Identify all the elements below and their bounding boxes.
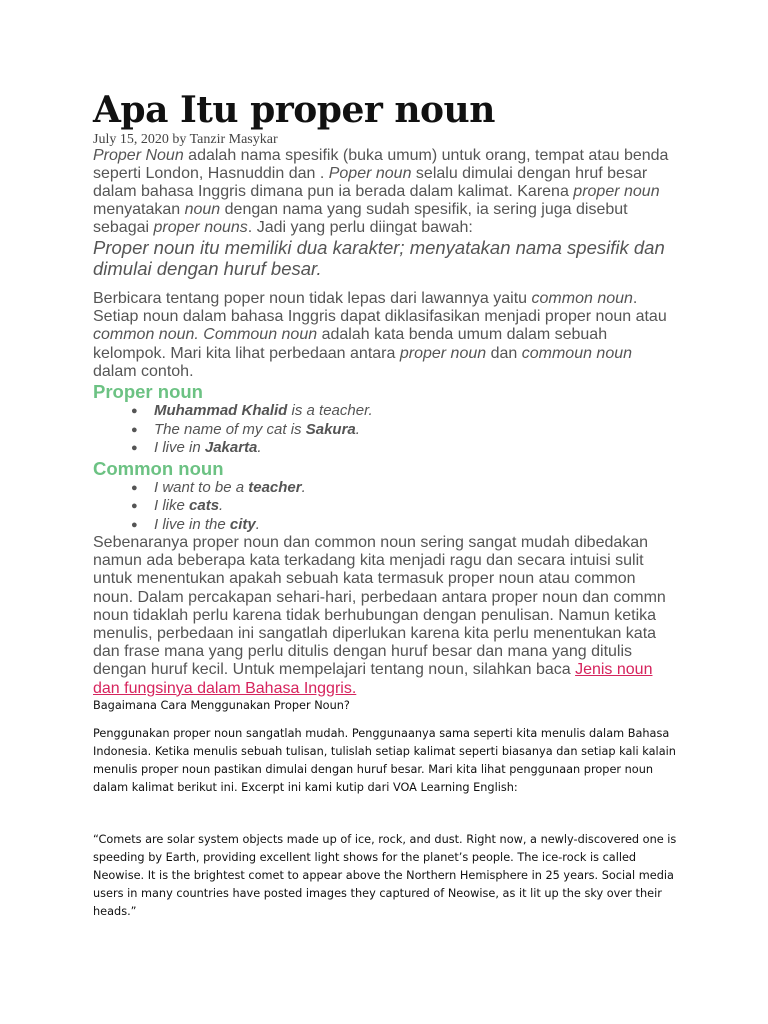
article-byline: July 15, 2020 by Tanzir Masykar	[93, 132, 278, 147]
list-item	[131, 402, 678, 421]
article	[93, 88, 678, 921]
bullet-icon: ●	[131, 442, 138, 455]
p2-italic-2: common noun. Commoun noun	[93, 326, 318, 344]
difference-paragraph	[93, 534, 678, 698]
noun-types-link[interactable]: Jenis noun dan fungsinya dalam Bahasa Inggris.	[93, 661, 653, 697]
intro-text-3: menyatakan	[93, 201, 185, 218]
common-noun-paragraph	[93, 290, 678, 381]
intro-paragraph	[93, 147, 678, 237]
example-bold: Sakura	[305, 420, 356, 438]
example-text: I like	[154, 497, 190, 515]
common-noun-heading: Common noun	[93, 457, 224, 479]
list-item	[131, 420, 678, 440]
list-item	[131, 478, 678, 498]
example-text: I live in	[154, 439, 205, 457]
example-bold: Muhammad Khalid	[154, 402, 288, 420]
bullet-icon: ●	[131, 423, 138, 436]
list-item	[131, 439, 678, 458]
intro-italic-3: proper noun	[573, 183, 660, 200]
common-noun-examples	[93, 479, 678, 535]
bullet-icon: ●	[131, 518, 138, 531]
bullet-icon: ●	[131, 481, 138, 494]
example-text: .	[257, 439, 262, 457]
intro-text-5: . Jadi yang perlu diingat bawah:	[247, 219, 473, 236]
p2-italic-3: proper noun	[399, 344, 487, 362]
p2-text-1: Berbicara tentang poper noun tidak lepas dari lawannya yaitu	[93, 290, 532, 307]
example-text: I live in the	[154, 515, 230, 533]
example-bold: Jakarta	[204, 439, 258, 457]
example-text: is a teacher.	[287, 402, 373, 420]
usage-heading: Bagaimana Cara Menggunakan Proper Noun?	[93, 698, 350, 712]
example-text: .	[219, 497, 224, 515]
example-text: .	[355, 420, 360, 438]
p2-text-5: dalam contoh.	[93, 362, 194, 380]
proper-noun-examples	[93, 402, 678, 458]
intro-italic-4: noun	[184, 201, 221, 218]
article-title: Apa Itu proper noun	[93, 89, 495, 131]
p2-italic-4: commoun noun	[521, 344, 633, 362]
example-text: .	[255, 515, 260, 533]
example-bold: city	[229, 515, 256, 533]
example-text: .	[301, 478, 306, 496]
intro-italic-5: proper nouns	[153, 219, 248, 236]
intro-text-2: selalu dimulai dengan hruf besar dalam bahasa Inggris dimana pun ia berada dalam kalimat. Karena	[93, 165, 648, 200]
intro-text-1: adalah nama spesifik (buka umum) untuk orang, tempat atau benda seperti London, Hasnuddin dan .	[93, 147, 669, 182]
voa-excerpt: “Comets are solar system objects made up of ice, rock, and dust. Right now, a newly-discovered one is speeding by Earth, providing excellent light shows for the planet’s people. The ice-rock is called Neowise. It is the brightest comet to appear above the Northern Hemisphere in 25 years. Social media users in many countries have posted images they captured of Neowise, as it lit up the sky over their heads.”	[93, 832, 677, 918]
list-item	[131, 515, 678, 535]
example-bold: cats	[189, 497, 220, 515]
bullet-icon: ●	[131, 405, 138, 418]
p2-text-3: adalah kata benda umum dalam sebuah kelompok. Mari kita lihat perbedaan antara	[93, 326, 608, 362]
example-text: I want to be a	[154, 478, 249, 496]
intro-italic-2: Poper noun	[328, 165, 412, 182]
usage-paragraph: Penggunakan proper noun sangatlah mudah. Penggunaanya sama seperti kita menulis dalam Bahasa Indonesia. Ketika menulis sebuah tulisan, tulislah setiap kalimat seperti biasanya dan setiap kali kalain menulis proper noun pastikan dimulai dengan huruf besar. Mari kita lihat penggunaan proper noun dalam kalimat berikut ini. Excerpt ini kami kutip dari VOA Learning English:	[93, 726, 676, 794]
intro-italic-1: Proper Noun	[93, 147, 184, 164]
example-text: The name of my cat is	[154, 420, 306, 438]
p2-text-2: . Setiap noun dalam bahasa Inggris dapat diklasifasikan menjadi proper noun atau	[93, 290, 667, 326]
bullet-icon: ●	[131, 500, 138, 513]
difference-text: Sebenaranya proper noun dan common noun sering sangat mudah dibedakan namun ada beberapa kata terkadang kita menjadi ragu dan secara intuisi sulit untuk menentukan apakah sebuah kata termasuk proper noun atau common noun. Dalam percakapan sehari-hari, perbedaan antara proper noun dan commn noun tidaklah perlu karena tidak berhubungan dengan penulisan. Namun ketika menulis, perbedaan ini sangatlah diperlukan karena kita perlu menentukan kata dan frase mana yang perlu ditulis dengan huruf besar dan mana yang ditulis dengan huruf kecil. Untuk mempelajari tentang noun, silahkan baca	[93, 534, 666, 679]
list-item	[131, 497, 678, 516]
p2-text-4: dan	[486, 344, 522, 362]
example-bold: teacher	[248, 478, 302, 496]
p2-italic-1: common noun	[531, 290, 633, 307]
key-quote: Proper noun itu memiliki dua karakter; menyatakan nama spesifik dan dimulai dengan huruf besar.	[93, 237, 665, 279]
intro-text-4: dengan nama yang sudah spesifik, ia sering juga disebut sebagai	[93, 201, 628, 236]
proper-noun-heading: Proper noun	[93, 381, 203, 403]
